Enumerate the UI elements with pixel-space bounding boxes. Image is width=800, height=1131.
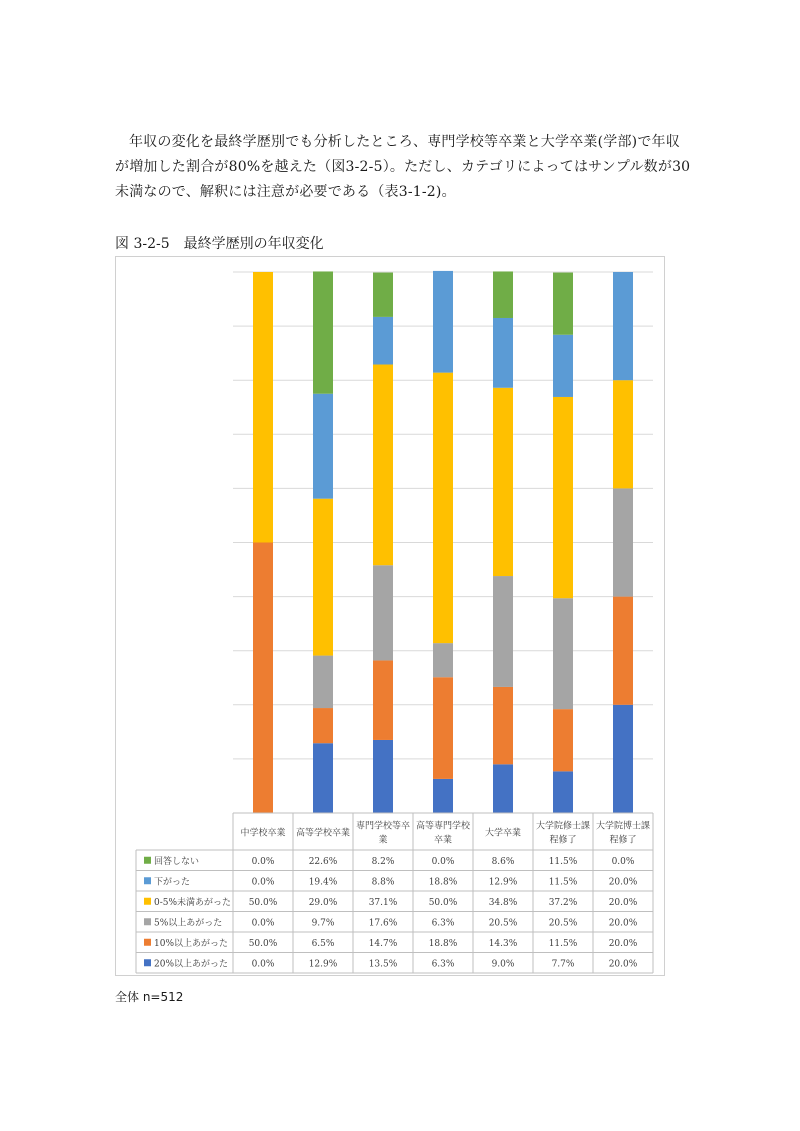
data-label: 0.0% — [251, 918, 275, 929]
legend-label: 0-5%未満あがった — [154, 897, 232, 908]
bar-segment — [493, 318, 513, 388]
data-label: 37.1% — [368, 897, 398, 908]
legend-swatch — [144, 857, 151, 864]
data-label: 14.7% — [368, 938, 398, 949]
bar-segment — [553, 335, 573, 397]
paragraph-line-3: 未満なので、解釈には注意が必要である（表3-1-2)。 — [115, 184, 456, 200]
category-label: 程修了 — [609, 835, 637, 846]
bar-segment — [373, 365, 393, 566]
legend-label: 20%以上あがった — [154, 959, 229, 970]
legend-swatch — [144, 959, 151, 966]
data-label: 37.2% — [548, 897, 578, 908]
data-label: 8.6% — [491, 856, 515, 867]
data-label: 29.0% — [308, 897, 338, 908]
data-label: 18.8% — [428, 938, 458, 949]
data-label: 0.0% — [251, 959, 275, 970]
bar-segment — [493, 687, 513, 764]
data-label: 20.5% — [488, 918, 518, 929]
bar-segment — [493, 764, 513, 813]
data-label: 22.6% — [308, 856, 338, 867]
category-label: 大学卒業 — [484, 828, 522, 839]
data-label: 0.0% — [431, 856, 455, 867]
category-label: 卒業 — [433, 835, 453, 846]
bar-segment — [613, 380, 633, 488]
legend-swatch — [144, 918, 151, 925]
legend-swatch — [144, 898, 151, 905]
data-label: 11.5% — [548, 877, 578, 888]
data-label: 17.6% — [368, 918, 398, 929]
figure-title: 図 3-2-5 最終学歴別の年収変化 — [115, 236, 324, 252]
legend-swatch — [144, 939, 151, 946]
data-label: 0.0% — [251, 856, 275, 867]
legend-label: 下がった — [154, 877, 191, 888]
category-label: 程修了 — [549, 835, 577, 846]
bar-segment — [373, 660, 393, 740]
bar-segment — [433, 677, 453, 779]
body-paragraph — [115, 130, 695, 205]
bar-segment — [433, 373, 453, 643]
data-label: 20.0% — [608, 938, 638, 949]
bar-segment — [493, 271, 513, 318]
category-label: 大学院修士課 — [535, 821, 591, 832]
bar-segment — [613, 488, 633, 596]
chart-frame — [115, 256, 665, 976]
bar-segment — [313, 743, 333, 813]
data-label: 14.3% — [488, 938, 518, 949]
data-label: 13.5% — [368, 959, 398, 970]
bar-segment — [553, 598, 573, 709]
bar-segment — [373, 565, 393, 660]
paragraph-line-2: が増加した割合が80%を越えた（図3-2-5）。ただし、カテゴリによってはサンプル数が30 — [115, 159, 691, 175]
legend-swatch — [144, 877, 151, 884]
bar-segment — [373, 317, 393, 365]
legend-label: 10%以上あがった — [154, 938, 229, 949]
category-label: 高等専門学校 — [415, 821, 471, 832]
bar-segment — [613, 597, 633, 705]
data-label: 6.5% — [311, 938, 335, 949]
data-label: 20.0% — [608, 959, 638, 970]
bar-segment — [553, 709, 573, 771]
category-label: 業 — [378, 835, 388, 846]
bar-segment — [553, 771, 573, 813]
data-label: 50.0% — [428, 897, 458, 908]
data-label: 8.8% — [371, 877, 395, 888]
bar-segment — [493, 388, 513, 576]
stacked-bar-chart — [116, 257, 664, 975]
bar-segment — [313, 656, 333, 708]
sample-size-note: 全体 n=512 — [115, 990, 184, 1004]
category-label: 専門学校等卒 — [355, 821, 411, 832]
data-label: 8.2% — [371, 856, 395, 867]
bar-segment — [253, 272, 273, 543]
bar-segment — [253, 543, 273, 814]
data-label: 34.8% — [488, 897, 518, 908]
data-label: 12.9% — [308, 959, 338, 970]
data-label: 19.4% — [308, 877, 338, 888]
data-label: 7.7% — [551, 959, 575, 970]
data-label: 9.0% — [491, 959, 515, 970]
category-label: 大学院博士課 — [595, 821, 651, 832]
legend-label: 5%以上あがった — [154, 918, 223, 929]
data-label: 20.0% — [608, 877, 638, 888]
bar-segment — [613, 272, 633, 380]
paragraph-line-1: 年収の変化を最終学歴別でも分析したところ、専門学校等卒業と大学卒業(学部)で年収 — [129, 134, 680, 150]
data-label: 6.3% — [431, 918, 455, 929]
data-label: 20.5% — [548, 918, 578, 929]
bar-segment — [313, 271, 333, 393]
data-label: 20.0% — [608, 897, 638, 908]
bar-segment — [553, 397, 573, 598]
data-label: 11.5% — [548, 938, 578, 949]
data-label: 50.0% — [248, 897, 278, 908]
data-label: 9.7% — [311, 918, 335, 929]
legend-label: 回答しない — [154, 856, 200, 867]
data-label: 11.5% — [548, 856, 578, 867]
bar-segment — [613, 705, 633, 813]
bar-segment — [433, 643, 453, 677]
bar-segment — [313, 394, 333, 499]
bar-segment — [373, 273, 393, 317]
data-label: 12.9% — [488, 877, 518, 888]
bar-segment — [433, 779, 453, 813]
category-label: 中学校卒業 — [240, 828, 286, 839]
bar-segment — [373, 740, 393, 813]
bar-segment — [433, 271, 453, 373]
bar-segment — [313, 708, 333, 743]
data-label: 20.0% — [608, 918, 638, 929]
bar-segment — [553, 273, 573, 335]
data-label: 18.8% — [428, 877, 458, 888]
bar-segment — [493, 576, 513, 687]
category-label: 高等学校卒業 — [295, 828, 351, 839]
data-label: 50.0% — [248, 938, 278, 949]
bar-segment — [313, 499, 333, 656]
data-label: 0.0% — [251, 877, 275, 888]
data-label: 6.3% — [431, 959, 455, 970]
data-label: 0.0% — [611, 856, 635, 867]
